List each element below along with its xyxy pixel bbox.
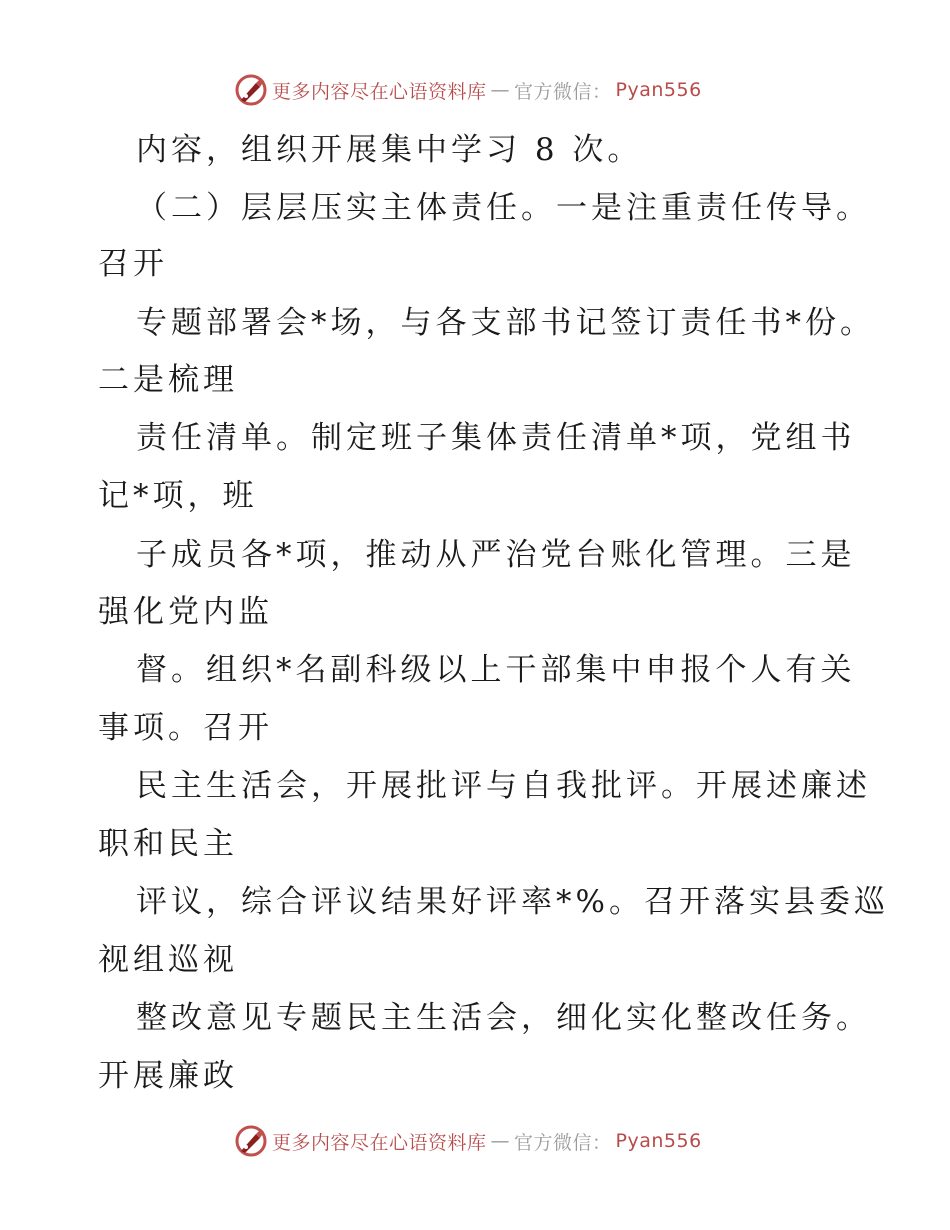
body-line: （二）层层压实主体责任。一是注重责任传导。 xyxy=(136,190,871,226)
watermark-wechat-label: 官方微信： xyxy=(514,80,612,103)
body-line: 记*项，班 xyxy=(98,478,258,514)
body-line: 开展廉政 xyxy=(98,1058,238,1094)
body-line: 专题部署会*场，与各支部书记签订责任书*份。 xyxy=(136,305,875,341)
body-line: 二是梳理 xyxy=(98,362,238,398)
body-line: 子成员各*项，推动从严治党台账化管理。三是 xyxy=(136,537,856,573)
watermark-wechat-id: Pyan556 xyxy=(615,1130,702,1152)
watermark-wechat-id: Pyan556 xyxy=(615,79,702,101)
body-line: 民主生活会，开展批评与自我批评。开展述廉述 xyxy=(136,768,871,804)
watermark-separator: — xyxy=(490,1130,511,1152)
watermark-separator: — xyxy=(490,79,511,101)
body-line: 督。组织*名副科级以上干部集中申报个人有关 xyxy=(136,652,856,688)
watermark-main-text: 更多内容尽在心语资料库 xyxy=(272,1131,487,1154)
body-line: 内容，组织开展集中学习 8 次。 xyxy=(136,132,643,168)
body-line: 事项。召开 xyxy=(98,710,273,746)
body-line: 强化党内监 xyxy=(98,594,273,630)
body-line: 职和民主 xyxy=(98,826,238,862)
watermark-wechat-label: 官方微信： xyxy=(514,1131,612,1154)
watermark-main-text: 更多内容尽在心语资料库 xyxy=(272,80,487,103)
body-line: 视组巡视 xyxy=(98,942,238,978)
header-watermark xyxy=(234,72,702,108)
body-line: 召开 xyxy=(98,246,168,282)
body-line: 责任清单。制定班子集体责任清单*项，党组书 xyxy=(136,420,856,456)
pen-logo-icon xyxy=(234,1124,268,1158)
footer-watermark xyxy=(234,1123,702,1159)
body-line: 评议，综合评议结果好评率*%。召开落实县委巡 xyxy=(136,884,889,920)
body-line: 整改意见专题民主生活会，细化实化整改任务。 xyxy=(136,1000,871,1036)
pen-logo-icon xyxy=(234,73,268,107)
